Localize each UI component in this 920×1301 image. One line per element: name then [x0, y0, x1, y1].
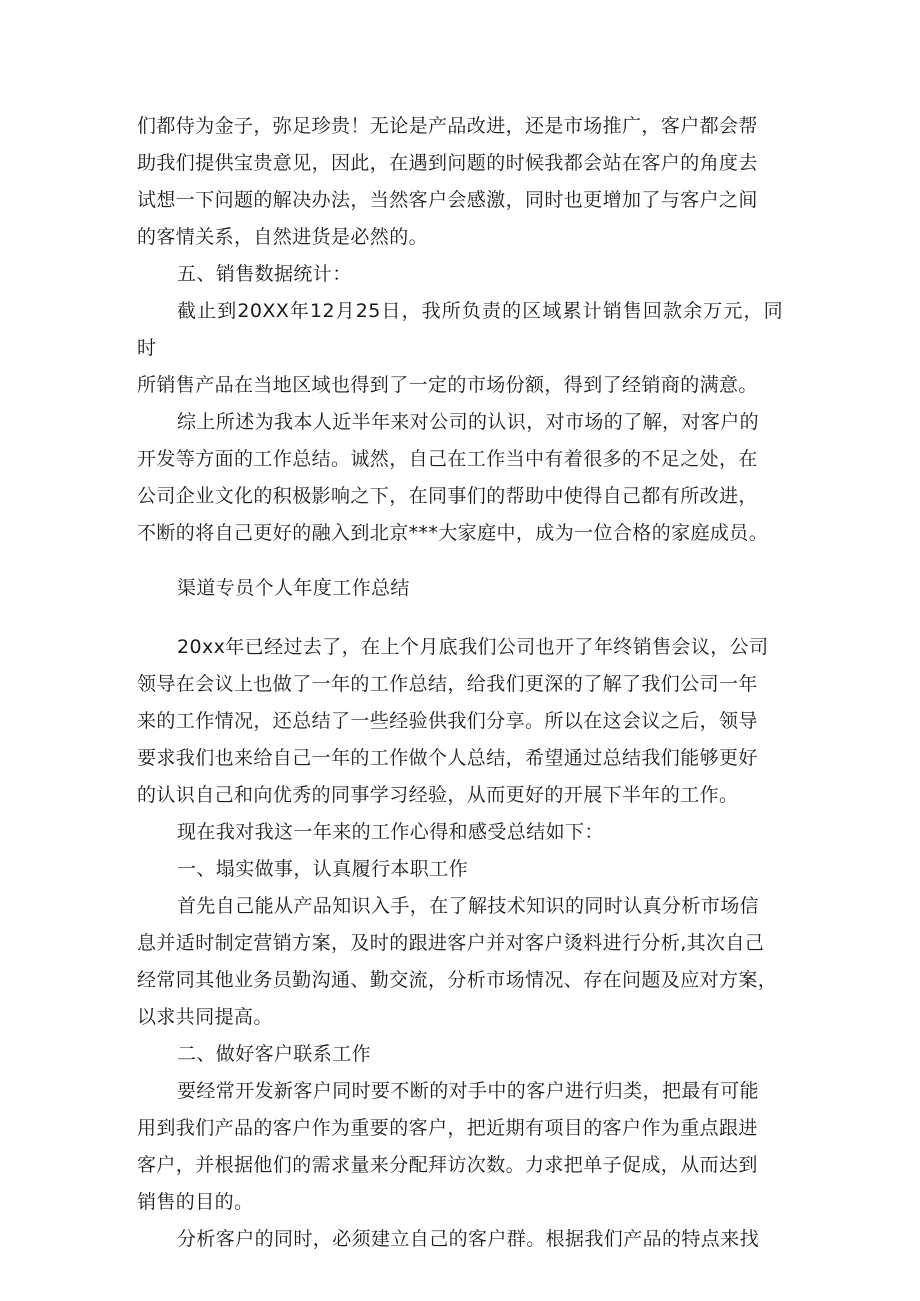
text-line: 要经常开发新客户同时要不断的对手中的客户进行归类，把最有可能: [177, 1080, 760, 1102]
text-line: 领导在会议上也做了一年的工作总结，给我们更深的了解了我们公司一年: [137, 673, 758, 695]
paragraph-intro: [137, 629, 783, 814]
text-line: 的客情关系，自然进货是必然的。: [137, 226, 429, 248]
text-line: 公司企业文化的积极影响之下，在同事们的帮助中使得自己都有所改进，: [137, 485, 758, 507]
section-heading-work-duty: 一、塌实做事，认真履行本职工作: [177, 858, 469, 880]
paragraph-customer-relations: [137, 108, 783, 256]
text-line: 开发等方面的工作总结。诚然，自己在工作当中有着很多的不足之处，在: [137, 448, 758, 470]
paragraph-summary: [137, 404, 783, 552]
text-line: 截止到20XX年12月25日，我所负责的区域累计销售回款余万元，同时: [137, 300, 783, 359]
text-line: 以求共同提高。: [137, 1006, 273, 1028]
text-line: 息并适时制定营销方案，及时的跟进客户并对客户烫料进行分析,其次自己: [137, 932, 765, 954]
text-line: 助我们提供宝贵意见，因此，在遇到问题的时候我都会站在客户的角度去: [137, 152, 758, 174]
section-heading-sales-data: 五、销售数据统计：: [177, 263, 352, 285]
paragraph-customer-contact: [137, 1073, 783, 1221]
text-line: 用到我们产品的客户作为重要的客户，把近期有项目的客户作为重点跟进: [137, 1117, 758, 1139]
text-line: 首先自己能从产品知识入手，在了解技术知识的同时认真分析市场信: [177, 895, 760, 917]
text-line: 的认识自己和向优秀的同事学习经验，从而更好的开展下半年的工作。: [137, 784, 739, 806]
text-line: 所销售产品在当地区域也得到了一定的市场份额，得到了经销商的满意。: [137, 374, 758, 396]
text-line: 要求我们也来给自己一年的工作做个人总结，希望通过总结我们能够更好: [137, 747, 758, 769]
text-line: 来的工作情况，还总结了一些经验供我们分享。所以在这会议之后，领导: [137, 710, 758, 732]
text-line: 不断的将自己更好的融入到北京***大家庭中，成为一位合格的家庭成员。: [137, 522, 769, 544]
text-line: 综上所述为我本人近半年来对公司的认识，对市场的了解，对客户的: [177, 411, 760, 433]
paragraph-sales-data: [137, 293, 783, 404]
text-line: 经常同其他业务员勤沟通、勤交流，分析市场情况、存在问题及应对方案，: [137, 969, 778, 991]
section-heading-customer-contact: 二、做好客户联系工作: [177, 1043, 372, 1065]
text-line: 客户，并根据他们的需求量来分配拜访次数。力求把单子促成，从而达到: [137, 1154, 758, 1176]
text-line: 试想一下问题的解决办法，当然客户会感激，同时也更增加了与客户之间: [137, 189, 758, 211]
document-title: 渠道专员个人年度工作总结: [177, 577, 410, 599]
document-page: [137, 108, 783, 1258]
text-line: 销售的目的。: [137, 1191, 254, 1213]
paragraph-work-duty: [137, 888, 783, 1036]
text-line: 20xx年已经过去了，在上个月底我们公司也开了年终销售会议，公司: [177, 636, 769, 658]
paragraph-overview: 现在我对我这一年来的工作心得和感受总结如下：: [177, 821, 604, 843]
text-line: 们都侍为金子，弥足珍贵！无论是产品改进，还是市场推广，客户都会帮: [137, 115, 758, 137]
paragraph-customer-group: 分析客户的同时，必须建立自己的客户群。根据我们产品的特点来找: [177, 1228, 760, 1250]
